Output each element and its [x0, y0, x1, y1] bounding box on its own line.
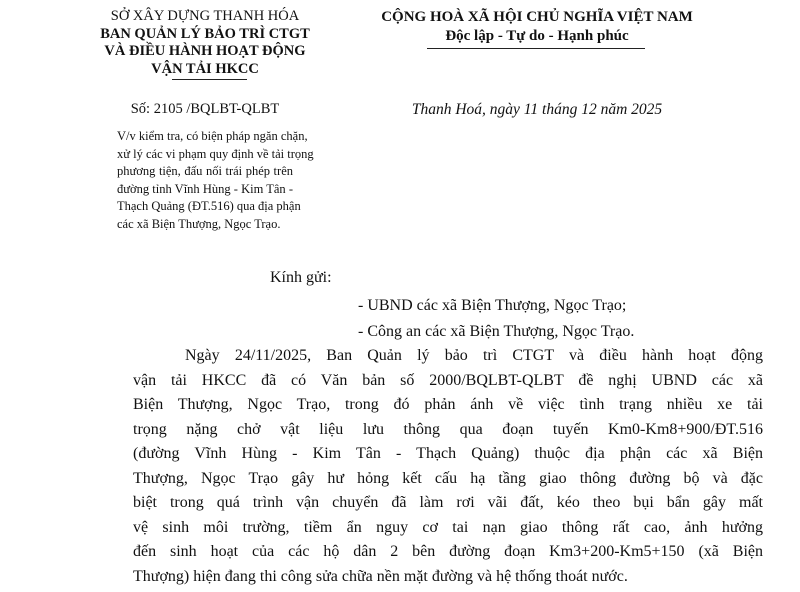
agency-name-line: BAN QUẢN LÝ BẢO TRÌ CTGT — [100, 25, 310, 42]
agency-underline — [172, 79, 247, 80]
motto: Độc lập - Tự do - Hạnh phúc — [445, 28, 629, 44]
body-line: Biện Thượng, Ngọc Trạo, trong đó phản ánh về việc tình trạng nhiều xe tải — [133, 396, 763, 413]
motto-underline — [427, 48, 645, 49]
body-line: vận tải HKCC đã có Văn bản số 2000/BQLBT-QLBT đề nghị UBND các xã — [133, 371, 763, 389]
issuing-agency — [85, 8, 325, 78]
body-line: vệ sinh môi trường, tiềm ẩn nguy cơ tai nạn giao thông rất cao, ảnh hưởng — [133, 518, 763, 536]
body-line: biệt trong quá trình vận chuyển đã làm rơi vãi đất, kéo theo bụi bẩn gây mất — [133, 494, 763, 511]
agency-parent: SỞ XÂY DỰNG THANH HÓA — [110, 8, 300, 24]
body-line: Thượng, Ngọc Trạo gây hư hỏng kết cấu hạ tầng giao thông đường bộ và đặc — [133, 469, 763, 487]
subject-line: V/v kiểm tra, có biện pháp ngăn chặn, — [117, 129, 308, 143]
greeting: Kính gửi: — [270, 269, 332, 286]
document-number: Số: 2105 /BQLBT-QLBT — [130, 101, 280, 117]
national-heading — [312, 8, 762, 46]
subject-line: phương tiện, đấu nối trái phép trên — [117, 164, 293, 178]
subject-line: Thạch Quảng (ĐT.516) qua địa phận — [117, 199, 301, 213]
recipient: - Công an các xã Biện Thượng, Ngọc Trạo. — [358, 323, 635, 340]
body-line: trọng nặng chở vật liệu lưu thông qua đoạn tuyến Km0-Km8+900/ĐT.516 — [133, 420, 763, 438]
body-line: Ngày 24/11/2025, Ban Quản lý bảo trì CTGT và điều hành hoạt động — [185, 347, 763, 364]
body-line: (đường Vĩnh Hùng - Kim Tân - Thạch Quảng) thuộc địa phận các xã Biện — [133, 445, 763, 462]
agency-name-line: VÀ ĐIỀU HÀNH HOẠT ĐỘNG — [104, 43, 306, 59]
subject-line: đường tỉnh Vĩnh Hùng - Kim Tân - — [117, 181, 293, 196]
country-name: CỘNG HOÀ XÃ HỘI CHỦ NGHĨA VIỆT NAM — [381, 9, 693, 25]
subject — [117, 128, 314, 233]
body-line: Thượng) hiện đang thi công sửa chữa nền mặt đường và hệ thống thoát nước. — [133, 567, 628, 585]
body-paragraph — [133, 344, 763, 589]
body-line: đến sinh hoạt của các hộ dân 2 bên đường đoạn Km3+200-Km5+150 (xã Biện — [133, 543, 763, 560]
subject-line: các xã Biện Thượng, Ngọc Trạo. — [117, 216, 281, 231]
subject-line: xử lý các vi phạm quy định về tải trọng — [117, 146, 314, 161]
recipient: - UBND các xã Biện Thượng, Ngọc Trạo; — [358, 297, 627, 314]
agency-name-line: VẬN TẢI HKCC — [151, 60, 259, 77]
document-date: Thanh Hoá, ngày 11 tháng 12 năm 2025 — [411, 101, 663, 118]
